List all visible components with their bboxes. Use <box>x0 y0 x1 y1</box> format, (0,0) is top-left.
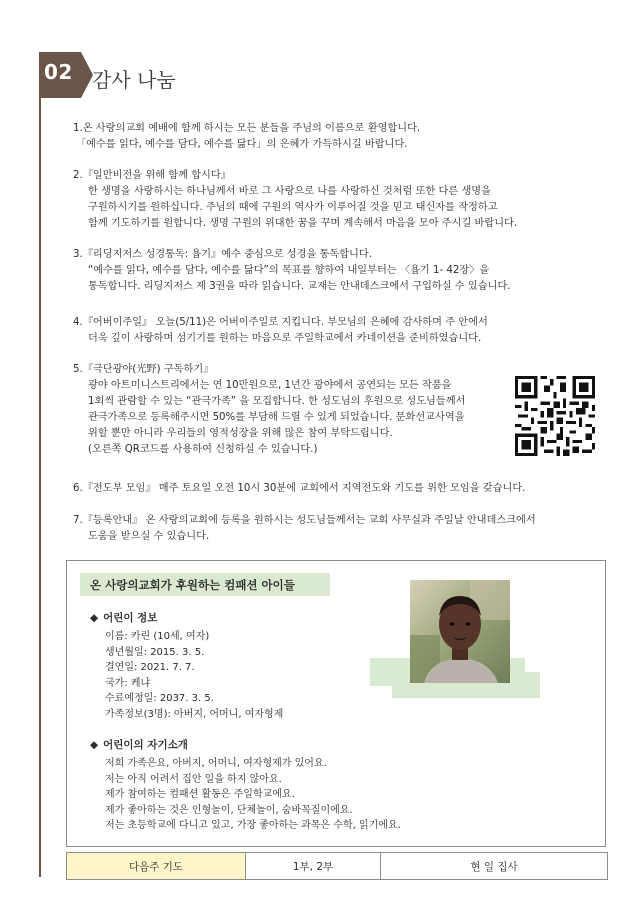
prayer-table <box>66 852 608 880</box>
child-intro-item: 저는 아직 어려서 집안 일을 하지 않아요. <box>105 773 282 785</box>
compassion-title: 온 사랑의교회가 후원하는 컴패션 아이들 <box>90 578 295 592</box>
child-intro-item: 저희 가족은요, 아버지, 어머니, 여자형제가 있어요. <box>105 758 327 769</box>
child-intro-item: 저는 초등학교에 다니고 있고, 가장 좋아하는 과목은 수학, 읽기에요. <box>105 820 401 832</box>
section-title: 감사 나눔 <box>92 68 176 92</box>
section-rule <box>39 52 41 877</box>
notice-heading: 6.『전도부 모임』 매주 토요일 오전 10시 30분에 교회에서 지역전도와 기도를 위한 모임을 갖습니다. <box>73 483 526 494</box>
notice-item-7 <box>73 513 536 545</box>
notice-item-5 <box>73 362 465 458</box>
notice-heading: 5.『극단광야(光野) 구독하기』 <box>73 364 214 375</box>
child-intro-item: 제가 참여하는 컴패션 활동은 주일학교에요. <box>105 789 295 801</box>
prayer-label: 다음주 기도 <box>67 853 246 879</box>
notice-item-6 <box>73 481 525 497</box>
notice-line: 광야 아트미니스트리에서는 연 10만원으로, 1년간 광야에서 공연되는 모든 작품을 <box>88 380 452 391</box>
info-heading: ◆ 어린이 정보 <box>90 612 158 624</box>
notice-line: 위할 뿐만 아니라 우리들의 영적성장을 위해 많은 참여 부탁드립니다. <box>88 428 393 439</box>
notice-line: “예수를 읽다, 예수를 담다, 예수를 닮다”의 목표를 향하여 내일부터는 〈욥기 1- 42장〉을 <box>88 265 490 276</box>
prayer-service: 1부, 2부 <box>246 853 381 879</box>
child-info-item: 가족정보(3명): 아버지, 어머니, 여자형제 <box>105 708 284 720</box>
intro-heading: ◆ 어린이의 자기소개 <box>90 739 188 751</box>
notice-line: 한 생명을 사랑하시는 하나님께서 바로 그 사랑으로 나를 사랑하신 것처럼 또한 다른 생명을 <box>88 186 491 197</box>
notice-line: 통독합니다. 리딩지저스 제 3권을 따라 읽습니다. 교재는 안내데스크에서 구입하실 수 있습니다. <box>88 281 511 292</box>
child-info-item: 생년월일: 2015. 3. 5. <box>105 646 205 658</box>
notice-line: 「예수를 읽다, 예수를 담다, 예수를 닮다」의 은혜가 가득하시길 바랍니다. <box>76 139 408 150</box>
notice-item-3 <box>73 247 511 295</box>
section-number: 02 <box>44 60 73 84</box>
notice-line: 구원하시기를 원하십니다. 주님의 때에 구원의 역사가 이루어질 것을 믿고 태신자를 작정하고 <box>88 202 498 213</box>
child-intro-item: 제가 좋아하는 것은 인형놀이, 단체놀이, 숨바꼭질이에요. <box>105 804 353 816</box>
child-info-item: 국가: 케냐 <box>105 677 151 689</box>
diamond-icon: ◆ <box>90 739 99 751</box>
notice-line: 도움을 받으실 수 있습니다. <box>88 531 210 542</box>
child-info-item: 수료예정일: 2037. 3. 5. <box>105 693 214 705</box>
qr-code-icon[interactable] <box>515 376 595 456</box>
notice-line: 1회씩 관람할 수 있는 “관극가족” 을 모집합니다. 한 성도님의 후원으로 성도님들께서 <box>88 396 466 407</box>
child-info-item: 이름: 카린 (10세, 여자) <box>105 631 210 642</box>
notice-heading: 3.『리딩지저스 성경통독: 욥기』예수 중심으로 성경을 통독합니다. <box>73 249 372 260</box>
notice-line: 함께 기도하기를 원합니다. 생명 구원의 위대한 꿈을 꾸며 계속해서 마음을 모아 주시길 바랍니다. <box>88 218 518 229</box>
child-intro-list <box>105 756 401 834</box>
notice-line: 더욱 깊이 사랑하며 섬기기를 원하는 마음으로 주일학교에서 카네이션을 준비하였습니다. <box>88 333 482 344</box>
notice-heading: 4.『어버이주일』 오늘(5/11)은 어버이주일로 지킵니다. 부모님의 은혜에 감사하며 주 안에서 <box>73 317 488 328</box>
notice-line: 1.온 사랑의교회 예배에 함께 하시는 모든 분들을 주님의 이름으로 환영합니다. <box>73 123 421 134</box>
prayer-leader: 현 일 집사 <box>470 860 518 873</box>
notice-heading: 7.『등록안내』 온 사랑의교회에 등록을 원하시는 성도님들께서는 교회 사무실과 주일날 안내데스크에서 <box>73 515 536 526</box>
diamond-icon: ◆ <box>90 612 99 624</box>
child-info-list <box>105 629 283 723</box>
notice-line: (오른쪽 QR코드를 사용하여 신청하실 수 있습니다.) <box>88 444 318 455</box>
notice-line: 관극가족으로 등록해주시면 50%를 부담해 드릴 수 있게 되었습니다. 문화선교사역을 <box>88 412 465 423</box>
child-info-item: 결연일: 2021. 7. 7. <box>105 662 195 674</box>
notice-item-4 <box>73 315 488 347</box>
child-photo <box>410 580 510 683</box>
notice-heading: 2.『일만비전을 위해 함께 합시다』 <box>73 170 231 181</box>
notice-item-2 <box>73 168 517 232</box>
notice-item-1 <box>73 121 420 153</box>
